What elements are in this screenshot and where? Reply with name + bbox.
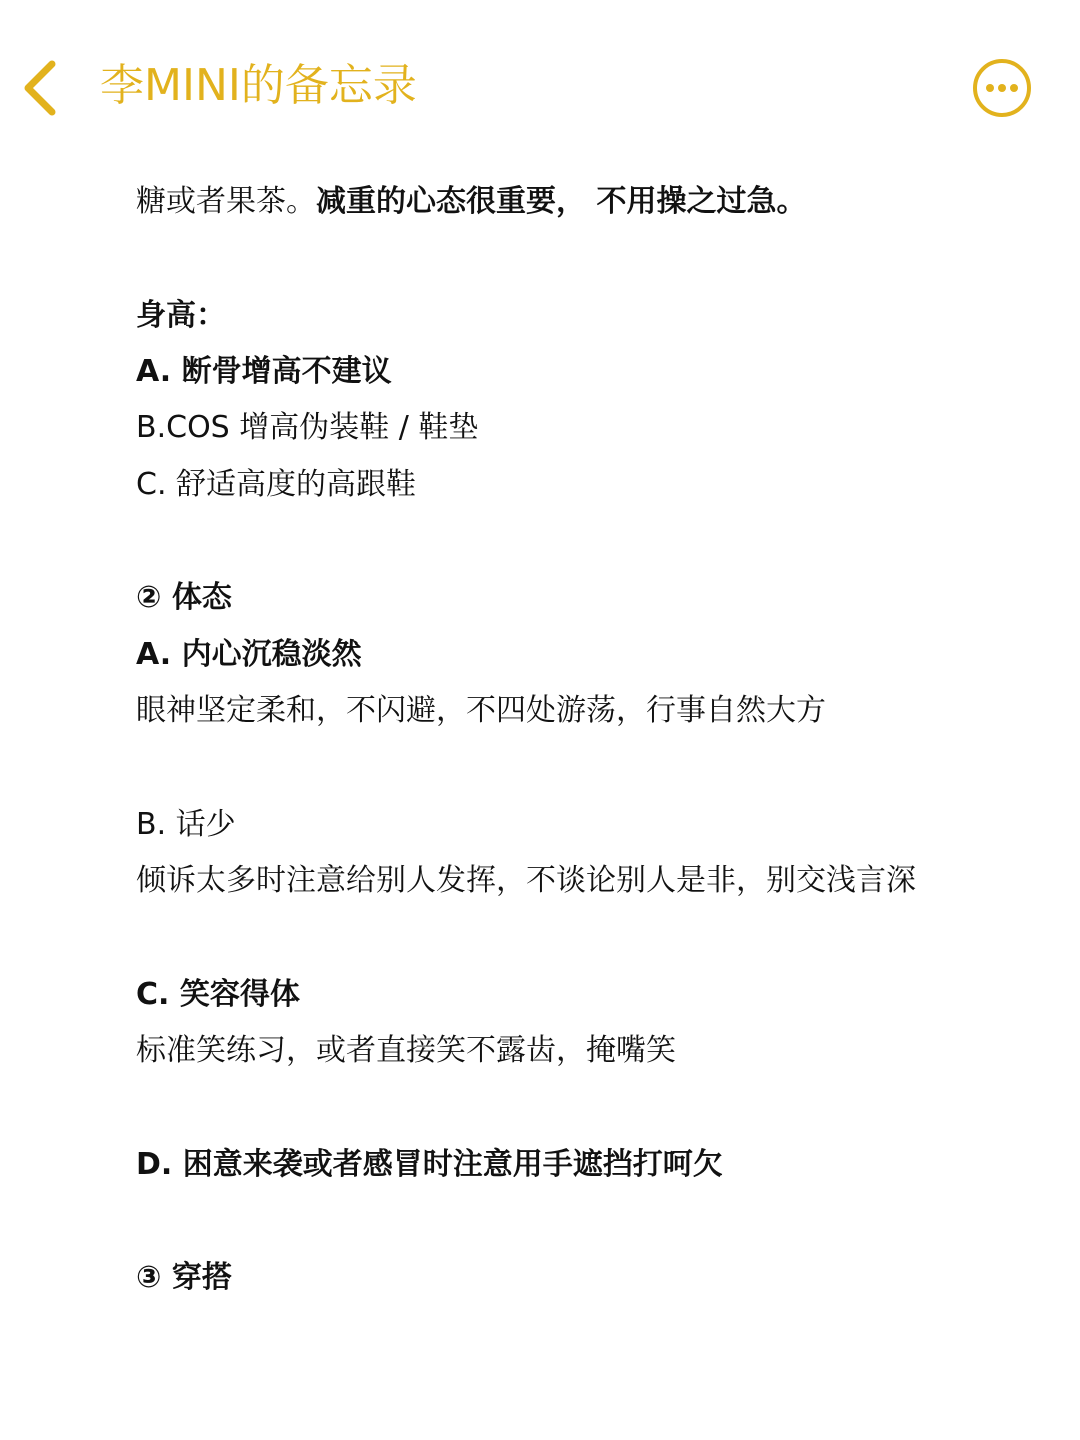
nav-header [0,0,1080,170]
height-option-b: B.COS 增高伪装鞋 / 鞋垫 [136,410,479,445]
posture-option-d: D. 困意来袭或者感冒时注意用手遮挡打呵欠 [136,1147,723,1182]
height-heading: 身高： [136,298,226,333]
posture-option-b: B. 话少 [136,807,236,842]
posture-option-c-desc: 标准笑练习，或者直接笑不露齿，掩嘴笑 [136,1033,676,1068]
height-option-a: A. 断骨增高不建议 [136,354,392,389]
intro-text: 糖或者果茶。 [136,184,316,219]
intro-line [136,182,806,222]
chevron-left-icon [14,52,74,122]
more-options-button[interactable] [970,56,1034,120]
posture-option-a: A. 内心沉稳淡然 [136,637,362,672]
height-option-c: C. 舒适高度的高跟鞋 [136,467,417,502]
posture-heading: ② 体态 [136,580,232,615]
intro-bold-text: 减重的心态很重要， 不用操之过急。 [316,184,807,219]
page-title: 李MINI的备忘录 [100,60,417,111]
posture-option-c: C. 笑容得体 [136,977,300,1012]
posture-option-a-desc: 眼神坚定柔和，不闪避，不四处游荡，行事自然大方 [136,693,826,728]
more-circle-icon [970,56,1034,120]
outfit-heading: ③ 穿搭 [136,1260,232,1295]
posture-option-b-desc: 倾诉太多时注意给别人发挥，不谈论别人是非，别交浅言深 [136,863,916,898]
back-button[interactable] [14,52,74,122]
